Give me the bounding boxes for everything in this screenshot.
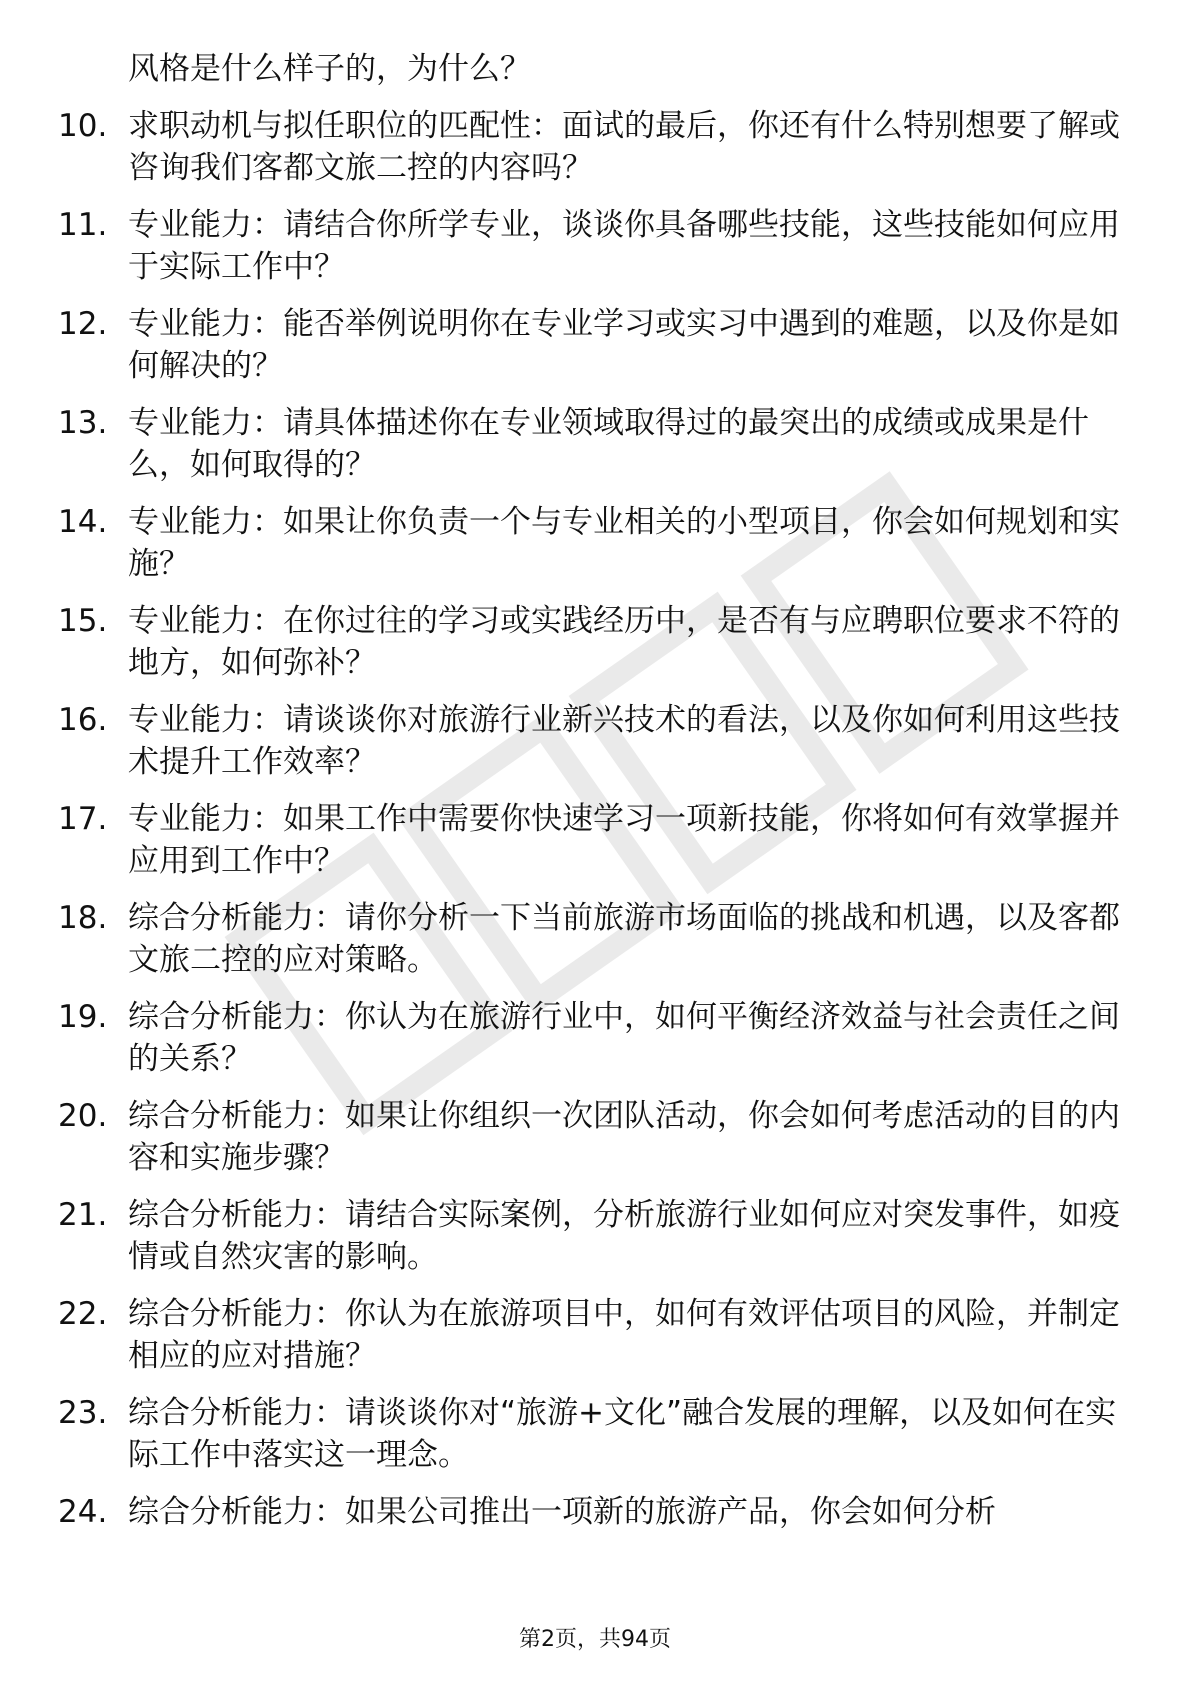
- item-text: 综合分析能力：你认为在旅游项目中，如何有效评估项目的风险，并制定相应的应对措施？: [128, 1296, 1120, 1374]
- item-text: 综合分析能力：请你分析一下当前旅游市场面临的挑战和机遇，以及客都文旅二控的应对策略。: [128, 900, 1120, 978]
- item-text: 求职动机与拟任职位的匹配性：面试的最后，你还有什么特别想要了解或咨询我们客都文旅二控的内容吗？: [128, 108, 1120, 186]
- list-item: [58, 1491, 1138, 1533]
- list-item: [58, 1194, 1138, 1278]
- list-item: [58, 303, 1138, 387]
- list-item: [58, 1095, 1138, 1179]
- list-item: [58, 600, 1138, 684]
- list-item: [58, 105, 1138, 189]
- item-text: 专业能力：请谈谈你对旅游行业新兴技术的看法，以及你如何利用这些技术提升工作效率？: [128, 702, 1120, 780]
- item-text: 专业能力：请具体描述你在专业领域取得过的最突出的成绩或成果是什么，如何取得的？: [128, 405, 1089, 483]
- item-text: 综合分析能力：你认为在旅游行业中，如何平衡经济效益与社会责任之间的关系？: [128, 999, 1120, 1077]
- list-item: [58, 798, 1138, 882]
- item-number: 11.: [58, 207, 108, 243]
- item-number: 16.: [58, 702, 108, 738]
- item-text: 专业能力：请结合你所学专业，谈谈你具备哪些技能，这些技能如何应用于实际工作中？: [128, 207, 1120, 285]
- list-item: [58, 204, 1138, 288]
- item-number: 23.: [58, 1395, 108, 1431]
- item-number: 19.: [58, 999, 108, 1035]
- item-number: 24.: [58, 1494, 108, 1530]
- item-text: 专业能力：能否举例说明你在专业学习或实习中遇到的难题，以及你是如何解决的？: [128, 306, 1120, 384]
- item-text: 综合分析能力：如果公司推出一项新的旅游产品，你会如何分析: [128, 1494, 996, 1530]
- item-number: 13.: [58, 405, 108, 441]
- item-number: 15.: [58, 603, 108, 639]
- item-text: 专业能力：如果工作中需要你快速学习一项新技能，你将如何有效掌握并应用到工作中？: [128, 801, 1120, 879]
- list-item: [58, 501, 1138, 585]
- list-item: [58, 1392, 1138, 1476]
- continuation-text: 风格是什么样子的，为什么？: [128, 51, 531, 87]
- item-text: 专业能力：在你过往的学习或实践经历中，是否有与应聘职位要求不符的地方，如何弥补？: [128, 603, 1120, 681]
- item-number: 21.: [58, 1197, 108, 1233]
- list-item: [58, 1293, 1138, 1377]
- item-number: 20.: [58, 1098, 108, 1134]
- item-number: 18.: [58, 900, 108, 936]
- list-item: [58, 897, 1138, 981]
- list-item: [58, 402, 1138, 486]
- item-number: 14.: [58, 504, 108, 540]
- item-number: 22.: [58, 1296, 108, 1332]
- page-footer: 第2页，共94页: [519, 1627, 671, 1652]
- item-text: 专业能力：如果让你负责一个与专业相关的小型项目，你会如何规划和实施？: [128, 504, 1120, 582]
- question-list: [58, 48, 1138, 1548]
- item-text: 综合分析能力：如果让你组织一次团队活动，你会如何考虑活动的目的内容和实施步骤？: [128, 1098, 1120, 1176]
- list-item: [58, 996, 1138, 1080]
- item-number: 17.: [58, 801, 108, 837]
- list-item: [58, 699, 1138, 783]
- item-number: 10.: [58, 108, 108, 144]
- item-number: 12.: [58, 306, 108, 342]
- item-text: 综合分析能力：请谈谈你对“旅游+文化”融合发展的理解，以及如何在实际工作中落实这一理念。: [128, 1395, 1117, 1473]
- item-text: 综合分析能力：请结合实际案例，分析旅游行业如何应对突发事件，如疫情或自然灾害的影响。: [128, 1197, 1120, 1275]
